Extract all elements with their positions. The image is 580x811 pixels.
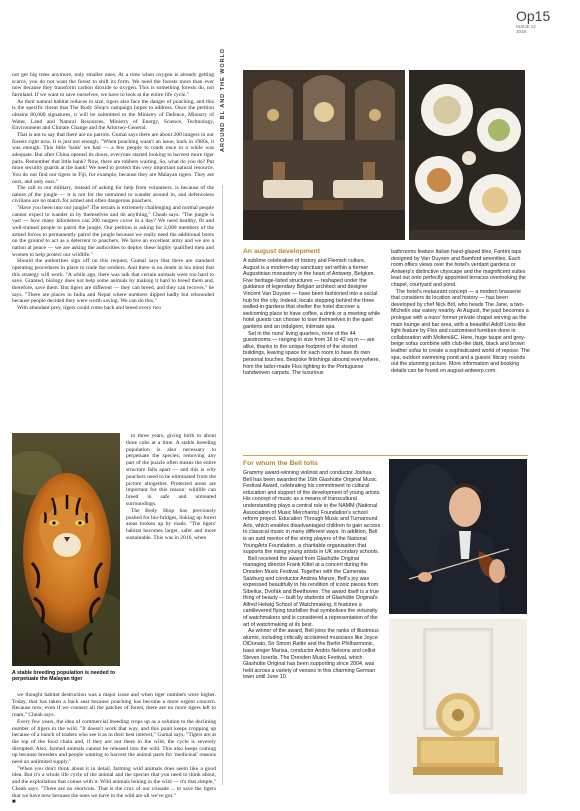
paragraph: bathrooms feature Italian hand-glazed tiles, Fantini taps designed by Van Duysen and Bamford amenities. Each room offers views over the hotel's verdant gardens or Antwerp's distinctive cityscape and the magnificent suites lead out onto perfectly appointed terraces overlooking the chapel, courtyard and pond. [391,249,526,288]
article-left-column [12,72,214,312]
paragraph: Set in the nuns' living quarters, none of the 44 guestrooms — ranging in size from 16 to 42 sq m — are alike, thanks to the unique footprint of the storied buildings, leaving space for each room to have its own personal touches. Bespoke finishings abound everywhere, from the tailor-made Flos lighting to the Portuguese handwoven carpets. The luxurious [243,330,380,377]
article-wrap-column [126,433,216,542]
august-column-1 [243,258,381,377]
paragraph: we thought habitat destruction was a major issue and when tiger numbers were higher. Today, that has taken a back seat because poaching has become a more urgent concern. Because now, even if we connect all the patches of forest, there are no more tigers left to roam," Cheah says. [12,692,216,719]
award-photo [389,619,527,794]
violinist-photo [389,459,527,614]
paragraph: The call to our military, instead of asking for help from volunteers, is because of the nature of the jungle — it is not for the untrained to wander around in, and defenceless civilians are no match for armed and often dangerous poachers. [12,185,214,205]
paragraph: Should the authorities sign off on this request, Gumal says that there are standard operating procedures in place to trade the soldiers. And there is no doubt in his mind that this strategy will work. "A while ago, there was talk that certain animals were too hard to save. Granted, biology does not help some animals by making it hard to breed them and, therefore, save them. But tigers are different — they can breed, and they can recover," he says. "There are places in India and Nepal where numbers dipped badly but rebounded because people decided they were worth saving. We can do this." [12,258,214,305]
paragraph: As their natural habitat reduces in size, tigers also face the danger of poaching, and this is the specific threat that The Body Shop's campaign hopes to address. Once the petition obtains 80,000 signatures, it will be submitted to the Ministry of Defence, Ministry of Water, Land and Natural Resources, Ministry of Energy, Science, Technology, Environment and Climate Change and the Attorney-General. [12,98,214,132]
paragraph: Every few years, the idea of commercial breeding crops up as a solution to the declining number of tigers in the wild. "It doesn't work that way, and this point keeps cropping up because of a bunch of traders who see it as in their best interest," Gumal says. "Tigers are at the top of the food chain and, if they are not there in the wild, the cycle is severely disrupted. Also, farmed animals cannot be released into the wild. This also keeps coming up because breeders and people wanting to harvest the animal parts for 'medicinal' reasons need an unlimited supply." [12,718,216,766]
hotel-lobby-image [243,70,405,240]
paragraph: As winner of the award, Bell joins the ranks of illustrious alumni, including critically acclaimed musicians like Joyce DiDonato, Sir Simon Rattle and the Berlin Philharmonic, bass singer Marisa, conductor Andris Nelsons and cellist Steven Isserlis. The Dresden Music Festival, which Glashütte Original has been supporting since 2004, was held across a variety of venues in this charming German town until June 10. [243,628,379,681]
bell-column [243,470,381,681]
tiger-photo [12,433,120,666]
paragraph: "Have you been into our jungle? The terrain is extremely challenging and normal people cannot expect to wander in by themselves and do anything," Cheah says. "The jungle is vast — how many kilometres can 200 rangers cover in a day? We need healthy, fit and well-trained people to patrol the jungle. Our petition is asking for 2,000 members of the armed forces to permanently patrol the jungle because we really need the additional boots on the ground to act as a deterrent to poachers. We have an excellent army and we are a nation at peace — we are asking the authorities to deploy these highly qualified men and women to help protect our wildlife." [12,205,214,258]
end-mark: ■ [12,799,16,806]
paragraph: to three years, giving birth to about three cubs at a time. A stable breeding population is also necessary to perpetuate the species; removing any part of the puzzle often means the entire structure falls apart — and this is why poachers need to be eliminated from the picture altogether. Protected areas are important for this reason: wildlife can breed in safe and untreated surroundings. [126,433,216,507]
paragraph: "When you don't think about it in detail, farming wild animals does seem like a good idea. But it's a whole life cycle of the animal and the species that you need to think about, and the exploitation that comes with it. Wild animals belong in the wild — it's that simple," Cheah says. "There are no shortcuts. That is the crux of our crusade ... to save the tigers that we have now because the ones we have in the wild are all we've got." [12,765,216,799]
section-label-text: AROUND BL AND THE WORLD [220,48,226,152]
tiger-caption: A stable breeding population is needed to perpetuate the Malayan tiger [12,670,115,683]
tiger-image [12,433,120,666]
issue-line: ISSUE 12 [516,24,536,29]
section-label [216,20,230,180]
paragraph: The hotel's restaurant concept — a modern brasserie that considers its location and history — has been developed by chef Nick Bril, who heads The Jane, a two-Michelin star eatery nearby. At August, the past becomes a prologue with a nuns' former private chapel serving as the main lounge and bar area, with a beautiful Adolf Loos-like light feature by Flos and customised furniture done in collaboration with Molteni&C. Here, huge taupe and grey-beige sofas combine with club-like dark, black and brown leather sofas to create a sophisticated world of repose. The spa, outdoor swimming pond and a guests' library rounds out the stunning picture. More information and booking details can be found on august-antwerp.com. [391,288,530,374]
bell-title: For whom the Bell tolls [243,460,318,467]
paragraph: A sublime celebration of history and Flemish culture, August is a modern-day sanctuary set within a former Augustinian monastery in the heart of Antwerp, Belgium. Five heritage-listed structures — reshaped under the guidance of legendary Belgian architect and designer Vincent Van Duysen — have been fashioned into a social hub for the city. Indeed, locals stepping behind the three walled-in gardens that shelter the hotel discover a welcoming place to have coffee, a drink or a meeting while hotel guests can choose to lose themselves in the quiet gardens and an indulgent, intimate spa. [243,258,381,330]
page-label: Op15 [516,8,551,24]
paragraph: The Body Shop has previously pushed for bio-bridges, linking up forest areas broken up by roads. "The tigers' habitat becomes larger, safer and more sustainable. This was in 2016, when [126,507,216,541]
paragraph: not get big trees anymore, only smaller ones. At a time when oxygen is already getting scarce, you do not want the forest to shift its form. We need the forests more than ever now because they transform carbon dioxide to oxygen. This is something forests do, not farmland. If we want to save ourselves, we have to look at the entire life cycle." [12,72,214,98]
section-rule [243,455,528,456]
page-header [516,8,574,42]
section-bar [216,0,230,811]
food-image [409,70,525,240]
food-photo [409,70,525,240]
august-title: An august development [243,248,321,255]
award-image [389,619,527,794]
paragraph: Grammy award-winning violinist and conductor Joshua Bell has been awarded the 16th Glashütte Original Music Festival Award, celebrating his commitment to cultural education and support of the development of young artists. His concept of music as a means of transcultural understanding plays a central role in the NAMM (National Association of Music Merchants) Foundation's school reform project. Education Through Music and Turnaround Arts, which enables disadvantaged children to gain access to classical music in many different ways. In addition, Bell is an avid mentor of the string players of the National YoungArts Foundation, a charitable organisation that supports the rising young artists in UK secondary schools. [243,470,381,556]
paragraph: That is not to say that there are no patrols. Gumal says there are about 200 rangers in our forests right now. It is just not enough. "When poaching wasn't an issue, back in 1980s, it was enough. This little 'bank' we had — a few people to roads once in a while was adequate. But after China opened its doors, everyone started looking to harvest more tiger parts. Remember that little bank? Now, there are robbers waiting. So, what do you do? Put more security guards at the bank! We need to protect this very important natural resource. You do not find our tigers in Fiji, for example, because they are Malayan tigers. They are ours, and only ours." [12,131,215,185]
august-column-2 [391,249,531,374]
paragraph: Bell received the award from Glashütte Original managing director Frank Kittel at a concert during the Dresden Music Festival. Together with the Camerata Salzburg and conductor Andrea Manze, Bell's joy was expressed beautifully in his rendition of iconic pieces from Sibelius, Dvořák and Beethoven. The award itself is a true thing of beauty — built by students of Glashütte Original's Alfred Helwig School of Watchmaking, it features a cantilevered flying tourbillon that symbolises the virtuosity of watchmakers and is considered a representation of the art of watchmaking at its best. [243,555,379,628]
issue-year: 2018 [516,29,527,34]
column-divider [222,185,223,785]
paragraph: With abundant prey, tigers could come back and breed every two [17,304,162,311]
violinist-image [389,459,527,614]
hotel-lobby-photo [243,70,405,240]
article-bottom-column [12,692,216,806]
